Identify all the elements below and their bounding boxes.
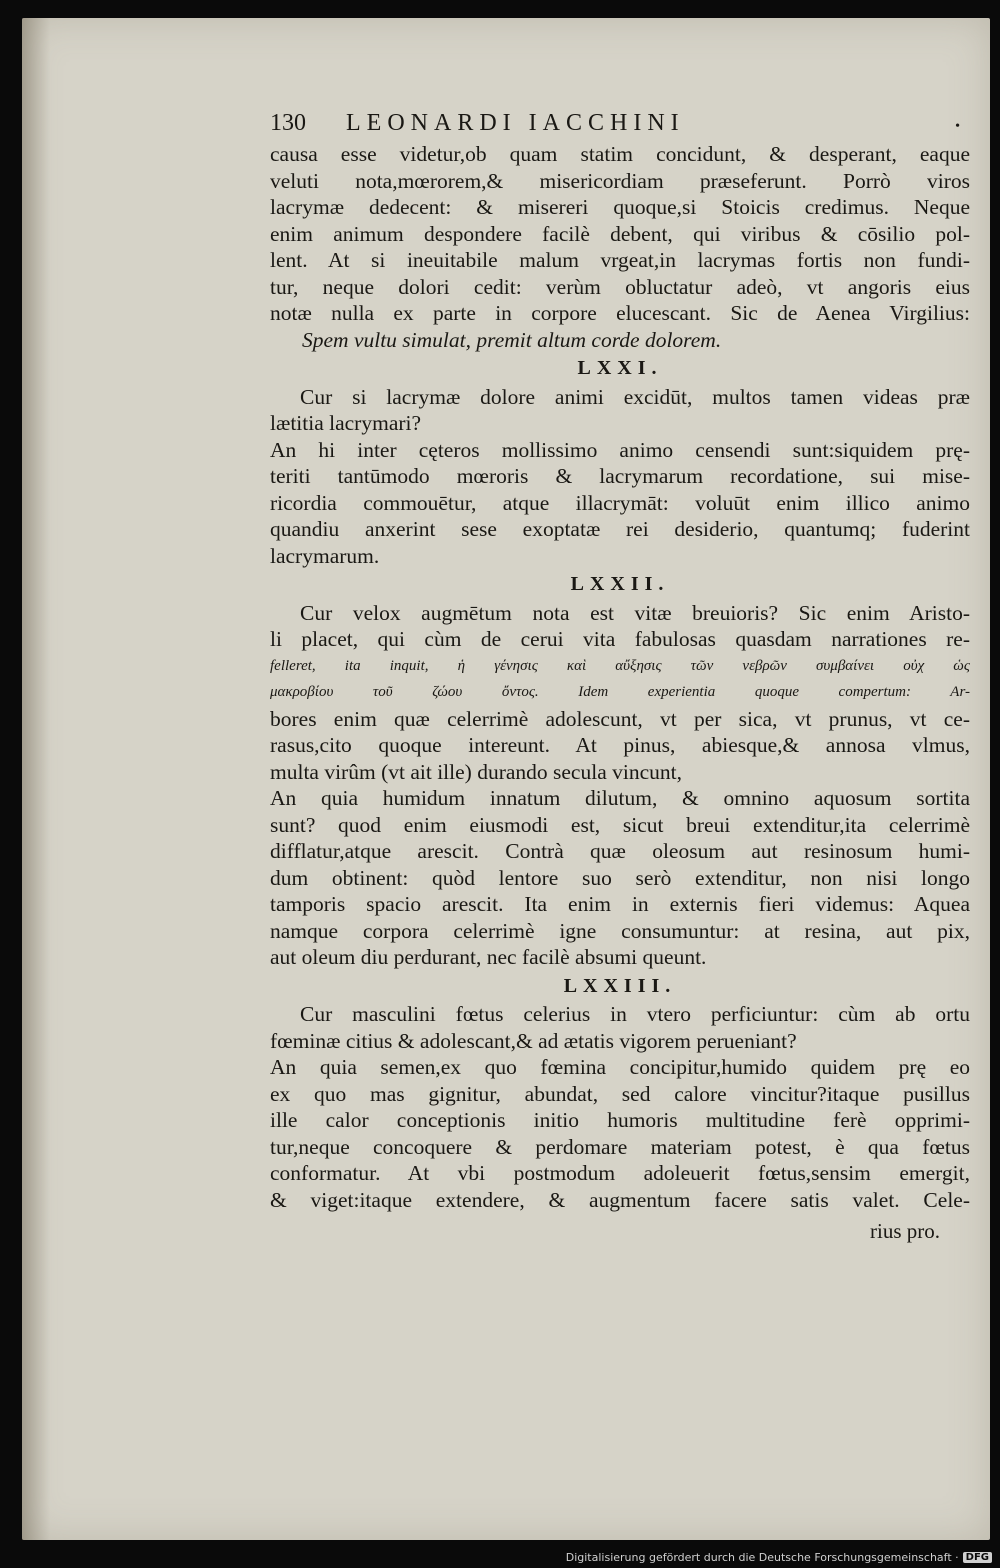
- spine-shadow: [22, 18, 50, 1540]
- section-number: LXXII.: [570, 573, 670, 595]
- text-line: An quia semen,ex quo fœmina concipitur,humido quidem prę eo: [270, 1055, 970, 1079]
- text-line: felleret, ita inquit, ἡ γένησις καὶ αὔξησις τῶν νεβρῶν συμβαίνει οὐχ ὡς: [270, 657, 970, 674]
- text-line: sunt? quod enim eiusmodi est, sicut breui extenditur,ita celerrimè: [270, 812, 970, 837]
- text-line: μακροβίου τοῦ ζώου ὄντος. Idem experientia quoque compertum: Ar-: [270, 684, 970, 700]
- text-line: quandiu anxerint sese exoptatæ rei desiderio, quantumq; fuderint: [270, 517, 970, 541]
- text-line: causa esse videtur,ob quam statim concidunt, & desperant, eaque: [270, 142, 970, 166]
- text-line: difflatur,atque arescit. Contrà quæ oleosum aut resinosum humi-: [270, 839, 970, 863]
- running-head-mark: •: [955, 119, 960, 134]
- text-line: fœminæ citius & adolescant,& ad ætatis vigorem perueniant?: [270, 1028, 797, 1053]
- book-page: [22, 18, 990, 1540]
- dfg-logo: DFG: [963, 1552, 992, 1563]
- text-line: aut oleum diu perdurant, nec facilè absumi queunt.: [270, 945, 707, 969]
- text-line: lacrymarum.: [270, 543, 380, 568]
- text-line: lætitia lacrymari?: [270, 411, 422, 435]
- text-line: conformatur. At vbi postmodum adoleuerit fœtus,sensim emergit,: [270, 1161, 970, 1185]
- text-line: enim animum despondere facilè debent, qui viribus & cōsilio pol-: [270, 221, 970, 246]
- catchword: rius pro.: [870, 1219, 940, 1243]
- text-line: Spem vultu simulat, premit altum corde dolorem.: [302, 327, 722, 352]
- text-line: tur,neque concoquere & perdomare materiam potest, è qua fœtus: [270, 1134, 970, 1159]
- text-line: rasus,cito quoque intereunt. At pinus, abiesque,& annosa vlmus,: [270, 733, 970, 757]
- text-line: & viget:itaque extendere, & augmentum facere satis valet. Cele-: [270, 1187, 970, 1212]
- text-line: lent. At si ineuitabile malum vrgeat,in lacrymas fortis non fundi-: [270, 248, 970, 272]
- text-line: li placet, qui cùm de cerui vita fabulosas quasdam narrationes re-: [270, 627, 970, 651]
- text-line: ricordia commouētur, atque illacrymāt: voluūt enim illico animo: [270, 490, 970, 515]
- text-block: [270, 110, 970, 1244]
- text-line: ex quo mas gignitur, abundat, sed calore vincitur?itaque pusillus: [270, 1081, 970, 1106]
- text-line: tamporis spacio arescit. Ita enim in externis fieri videmus: Aquea: [270, 892, 970, 916]
- running-head: [270, 110, 970, 137]
- page-number: 130: [270, 110, 306, 136]
- text-line: tur, neque dolori cedit: verùm obluctatur adeò, vt angoris eius: [270, 274, 970, 299]
- text-line: lacrymæ dedecent: & misereri quoque,si Stoicis credimus. Neque: [270, 195, 970, 219]
- text-line: Cur velox augmētum nota est vitæ breuioris? Sic enim Aristo-: [300, 600, 970, 625]
- text-line: ille calor conceptionis initio humoris multitudine ferè opprimi-: [270, 1108, 970, 1132]
- text-line: veluti nota,mœrorem,& misericordiam præseferunt. Porrò viros: [270, 168, 970, 193]
- text-line: notæ nulla ex parte in corpore elucescant. Sic de Aenea Virgilius:: [270, 301, 970, 325]
- section-number: LXXI.: [577, 357, 663, 379]
- footer-text: Digitalisierung gefördert durch die Deutsche Forschungsgemeinschaft ·: [565, 1551, 959, 1564]
- text-line: Cur masculini fœtus celerius in vtero perficiuntur: cùm ab ortu: [300, 1002, 970, 1026]
- text-line: namque corpora celerrimè igne consumuntur: at resina, aut pix,: [270, 918, 970, 943]
- text-line: Cur si lacrymæ dolore animi excidūt, multos tamen videas præ: [300, 384, 970, 409]
- text-line: dum obtinent: quòd lentore suo serò extenditur, non nisi longo: [270, 865, 970, 890]
- text-line: An hi inter cęteros mollissimo animo censendi sunt:siquidem prę-: [270, 437, 970, 462]
- text-line: An quia humidum innatum dilutum, & omnino aquosum sortita: [270, 786, 970, 810]
- section-number: LXXIII.: [563, 974, 677, 997]
- text-line: multa virûm (vt ait ille) durando secula vincunt,: [270, 759, 682, 784]
- text-line: teriti tantūmodo mœroris & lacrymarum recordatione, sui mise-: [270, 464, 970, 488]
- running-title: LEONARDI IACCHINI: [346, 110, 685, 136]
- digitization-footer: [566, 1551, 992, 1564]
- body-text: [270, 141, 970, 1213]
- text-line: bores enim quæ celerrimè adolescunt, vt per sica, vt prunus, vt ce-: [270, 706, 970, 731]
